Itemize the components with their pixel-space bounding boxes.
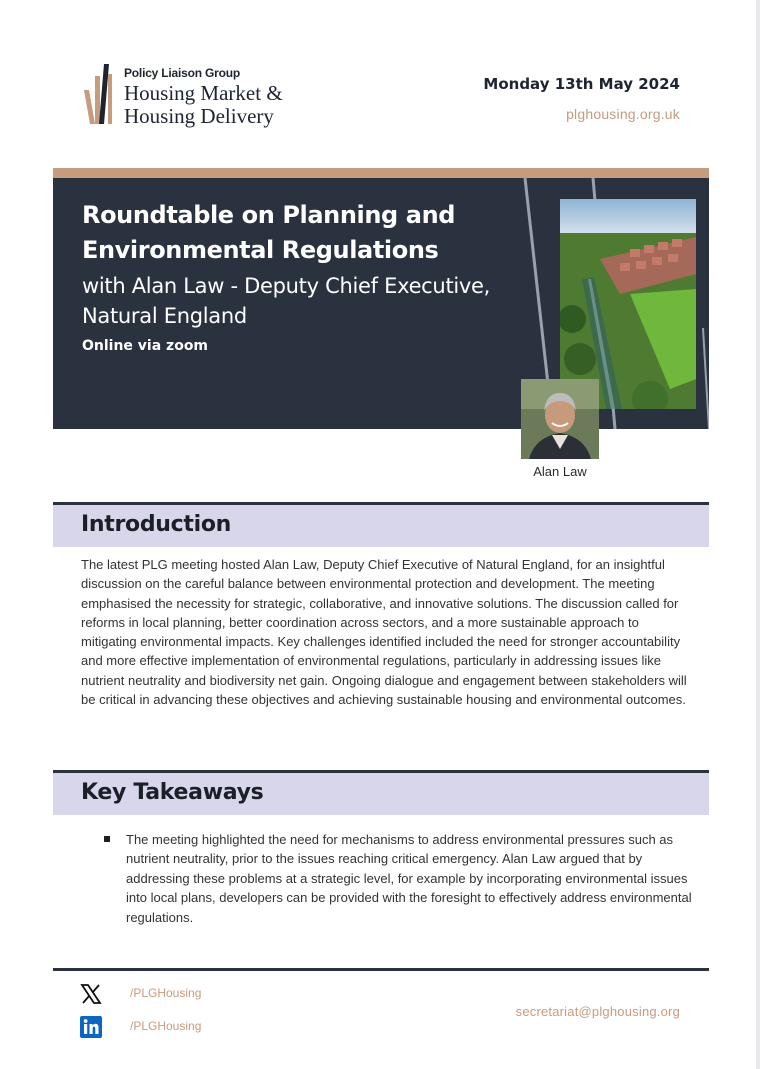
- x-twitter-icon: [80, 983, 102, 1005]
- twitter-handle: /PLGHousing: [130, 986, 202, 1000]
- introduction-body: The latest PLG meeting hosted Alan Law, Deputy Chief Executive of Natural England, for an insightful discussion on the careful balance between environmental protection and development. The meeting emphasised the necessity for strategic, collaborative, and innovative solutions. The discussion called for reforms in local planning, better coordination across sectors, and a more sustainable approach to mitigating environmental impacts. Key challenges identified included the need for stronger accountability and more effective implementation of environmental regulations, particularly in addressing issues like nutrient neutrality and biodiversity net gain. Ongoing dialogue and engagement between stakeholders will be critical in advancing these objectives and achieving sustainable housing and environmental outcomes.: [81, 557, 687, 708]
- footer-divider: [53, 968, 709, 971]
- hero-banner: [53, 178, 709, 429]
- plg-logo[interactable]: [82, 62, 322, 132]
- introduction-header: [53, 502, 709, 547]
- twitter-link[interactable]: [80, 983, 280, 1005]
- contact-email-link[interactable]: secretariat@plghousing.org: [515, 1004, 680, 1019]
- website-link[interactable]: plghousing.org.uk: [566, 106, 680, 122]
- key-takeaways-heading: Key Takeaways: [81, 780, 264, 805]
- hero-title: Roundtable on Planning and Environmental Regulations: [82, 201, 456, 264]
- aerial-housing-photo: [560, 199, 696, 409]
- linkedin-link[interactable]: [80, 1016, 280, 1038]
- hero-accent-bar: [53, 168, 709, 178]
- hero-subtitle: with Alan Law - Deputy Chief Executive, Natural England: [82, 274, 491, 328]
- event-date: Monday 13th May 2024: [483, 75, 680, 93]
- speaker-portrait: [521, 379, 599, 459]
- linkedin-handle: /PLGHousing: [130, 1019, 202, 1033]
- introduction-heading: Introduction: [81, 512, 232, 537]
- org-title-line-1: Housing Market &: [124, 81, 283, 105]
- key-takeaways-header: [53, 770, 709, 815]
- portrait-caption: Alan Law: [533, 464, 587, 479]
- hero-venue: Online via zoom: [82, 338, 209, 354]
- key-takeaways-list: [104, 830, 694, 927]
- list-item: The meeting highlighted the need for mechanisms to address environmental pressures such as nutrient neutrality, prior to the issues reaching critical emergency. Alan Law argued that by addressing these problems at a strategic level, for example by incorporating environmental issues into local plans, developers can be provided with the foresight to effectively address environmental regulations.: [104, 830, 694, 927]
- org-title-line-2: Housing Delivery: [124, 104, 274, 128]
- org-group-name: Policy Liaison Group: [124, 66, 241, 80]
- logo-mark-icon: [82, 62, 118, 126]
- page-edge: [756, 0, 760, 1069]
- linkedin-icon: [80, 1016, 102, 1038]
